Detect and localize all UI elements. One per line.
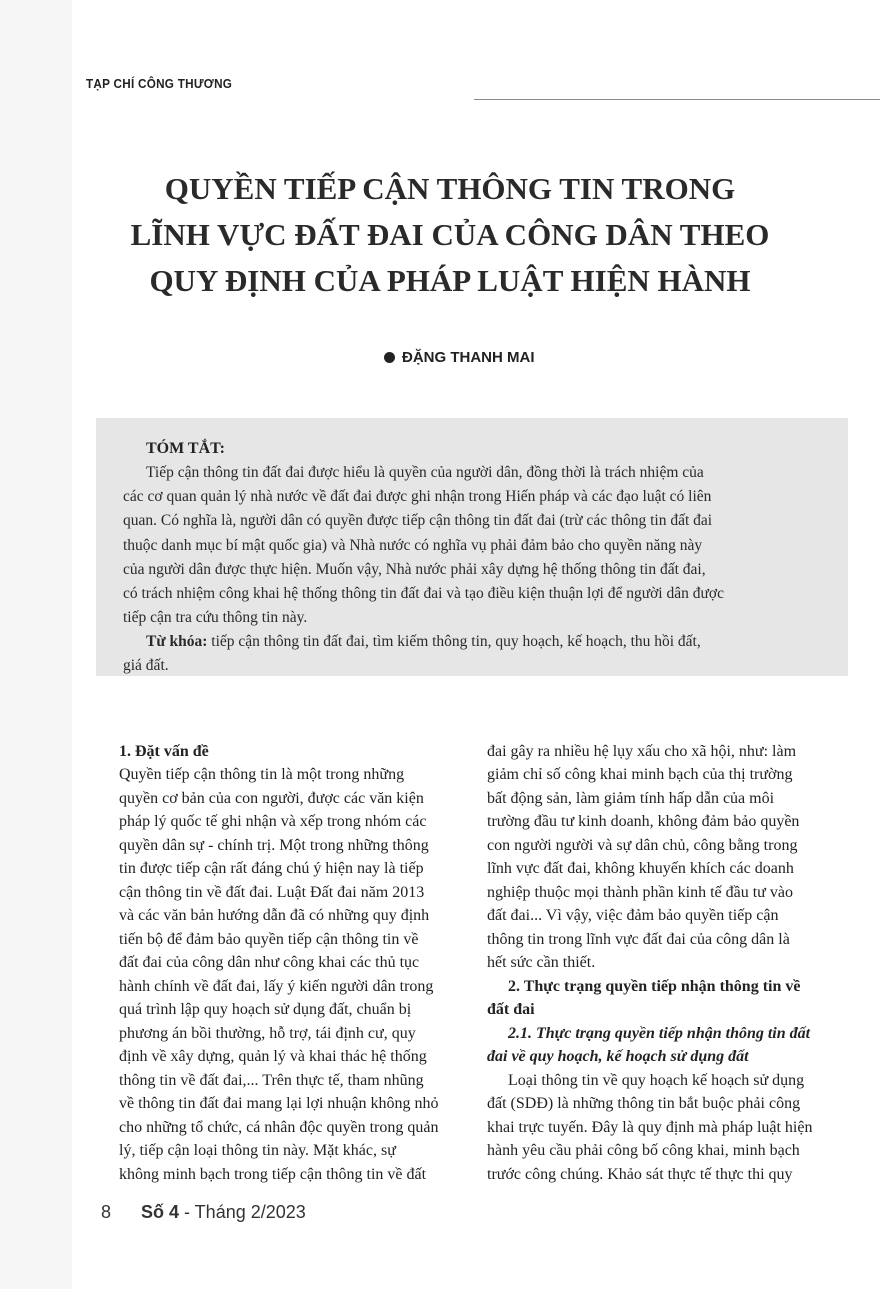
title-line: QUYỀN TIẾP CẬN THÔNG TIN TRONG bbox=[164, 171, 736, 206]
body-line: về thông tin đất đai mang lại lợi nhuận không nhỏ bbox=[119, 1095, 439, 1112]
page-number: 8 bbox=[101, 1202, 112, 1222]
body-line: bất động sản, làm giảm tính hấp dẫn của môi bbox=[487, 790, 775, 807]
subsection-heading: đai về quy hoạch, kế hoạch sử dụng đất bbox=[487, 1048, 749, 1065]
body-line: quá trình lập quy hoạch sử dụng đất, chuẩn bị bbox=[119, 1001, 412, 1018]
body-line: tiến bộ để đảm bảo quyền tiếp cận thông tin về bbox=[119, 931, 419, 948]
body-line: thông tin về đất đai,... Trên thực tế, tham nhũng bbox=[119, 1072, 424, 1089]
body-line: cận thông tin về đất đai. Luật Đất đai năm 2013 bbox=[119, 884, 425, 901]
body-line: định về xây dựng, quản lý và khai thác hệ thống bbox=[119, 1048, 427, 1065]
body-line: lĩnh vực đất đai, không khuyến khích các doanh bbox=[487, 860, 794, 877]
body-line: nghiệp thuộc mọi thành phần kinh tế đầu tư vào bbox=[487, 884, 793, 901]
body-line: giảm chỉ số công khai minh bạch của thị trường bbox=[487, 766, 793, 783]
title-line: LĨNH VỰC ĐẤT ĐAI CỦA CÔNG DÂN THEO bbox=[130, 217, 770, 252]
body-line: đất (SDĐ) là những thông tin bắt buộc phải công bbox=[487, 1095, 801, 1112]
body-line: đai gây ra nhiều hệ lụy xấu cho xã hội, như: làm bbox=[487, 743, 797, 760]
journal-name: TẠP CHÍ CÔNG THƯƠNG bbox=[86, 76, 233, 91]
article-title bbox=[100, 166, 800, 304]
body-line: Quyền tiếp cận thông tin là một trong những bbox=[119, 766, 405, 783]
section-heading: 1. Đặt vấn đề bbox=[119, 743, 209, 760]
body-line: hành chính về đất đai, lấy ý kiến người dân trong bbox=[119, 978, 434, 995]
header-rule bbox=[474, 99, 880, 100]
body-line: pháp lý quốc tế ghi nhận và xếp trong nhóm các bbox=[119, 813, 427, 830]
issue-number: Số 4 bbox=[141, 1202, 180, 1222]
body-line: thông tin trong lĩnh vực đất đai của công dân là bbox=[487, 931, 790, 948]
body-line: con người người và sự dân chủ, công bằng trong bbox=[487, 837, 798, 854]
body-line: Loại thông tin về quy hoạch kế hoạch sử dụng bbox=[508, 1072, 805, 1089]
issue-date: - Tháng 2/2023 bbox=[179, 1202, 306, 1222]
body-line: phương án bồi thường, hỗ trợ, tái định cư, quy bbox=[119, 1025, 416, 1042]
abstract-line: có trách nhiệm công khai hệ thống thông tin đất đai và tạo điều kiện thuận lợi để người dân được bbox=[123, 585, 724, 602]
subsection-heading: 2.1. Thực trạng quyền tiếp nhận thông tin đất bbox=[508, 1025, 811, 1042]
body-line: và các văn bản hướng dẫn đã có những quy định bbox=[119, 907, 430, 924]
section-heading: đất đai bbox=[487, 1001, 535, 1018]
issue-info bbox=[141, 1202, 306, 1223]
left-margin-strip bbox=[0, 0, 72, 1289]
abstract-line: các cơ quan quản lý nhà nước về đất đai được ghi nhận trong Hiến pháp và các đạo luật có liên bbox=[123, 488, 712, 505]
keywords-line bbox=[146, 633, 701, 651]
abstract-line: của người dân được thực hiện. Muốn vậy, Nhà nước phải xây dựng hệ thống thông tin đất đai, bbox=[123, 561, 706, 578]
author-name: ĐẶNG THANH MAI bbox=[402, 349, 535, 366]
body-line: không minh bạch trong tiếp cận thông tin về đất bbox=[119, 1166, 427, 1183]
bullet-icon bbox=[384, 352, 395, 363]
keywords-label: Từ khóa: bbox=[146, 633, 208, 650]
section-heading: 2. Thực trạng quyền tiếp nhận thông tin về bbox=[508, 978, 801, 995]
body-line: quyền dân sự - chính trị. Một trong những thông bbox=[119, 837, 429, 854]
abstract-line: Tiếp cận thông tin đất đai được hiểu là quyền của người dân, đồng thời là trách nhiệm của bbox=[146, 464, 704, 481]
abstract-line: thuộc danh mục bí mật quốc gia) và Nhà nước có nghĩa vụ phải đảm bảo cho quyền năng này bbox=[123, 537, 703, 554]
body-line: cho những tổ chức, cá nhân độc quyền trong quản bbox=[119, 1119, 439, 1136]
abstract-line: tiếp cận tra cứu thông tin này. bbox=[123, 609, 308, 626]
body-line: quyền cơ bản của con người, được các văn kiện bbox=[119, 790, 424, 807]
body-line: hết sức cần thiết. bbox=[487, 954, 596, 971]
body-line: trường đầu tư kinh doanh, không đảm bảo quyền bbox=[487, 813, 800, 830]
body-line: khai trực tuyến. Đây là quy định mà pháp luật hiện bbox=[487, 1119, 813, 1136]
body-line: tin được tiếp cận rất đáng chú ý hiện nay là tiếp bbox=[119, 860, 424, 877]
keywords-text: tiếp cận thông tin đất đai, tìm kiếm thông tin, quy hoạch, kế hoạch, thu hồi đất, bbox=[207, 633, 701, 650]
abstract-line: quan. Có nghĩa là, người dân có quyền được tiếp cận thông tin đất đai (trừ các thông tin đất đai bbox=[123, 512, 713, 529]
body-line: đất đai... Vì vậy, việc đảm bảo quyền tiếp cận bbox=[487, 907, 779, 924]
keywords-line: giá đất. bbox=[123, 657, 169, 674]
abstract-heading: TÓM TẮT: bbox=[146, 440, 225, 457]
body-line: hành yêu cầu phải công bố công khai, minh bạch bbox=[487, 1142, 800, 1159]
body-line: lý, tiếp cận loại thông tin này. Mặt khác, sự bbox=[119, 1142, 396, 1159]
author-line bbox=[384, 349, 535, 366]
body-line: trước công chúng. Khảo sát thực tế thực thi quy bbox=[487, 1166, 793, 1183]
body-line: đất đai của công dân như công khai các thủ tục bbox=[119, 954, 420, 971]
title-line: QUY ĐỊNH CỦA PHÁP LUẬT HIỆN HÀNH bbox=[149, 263, 751, 298]
